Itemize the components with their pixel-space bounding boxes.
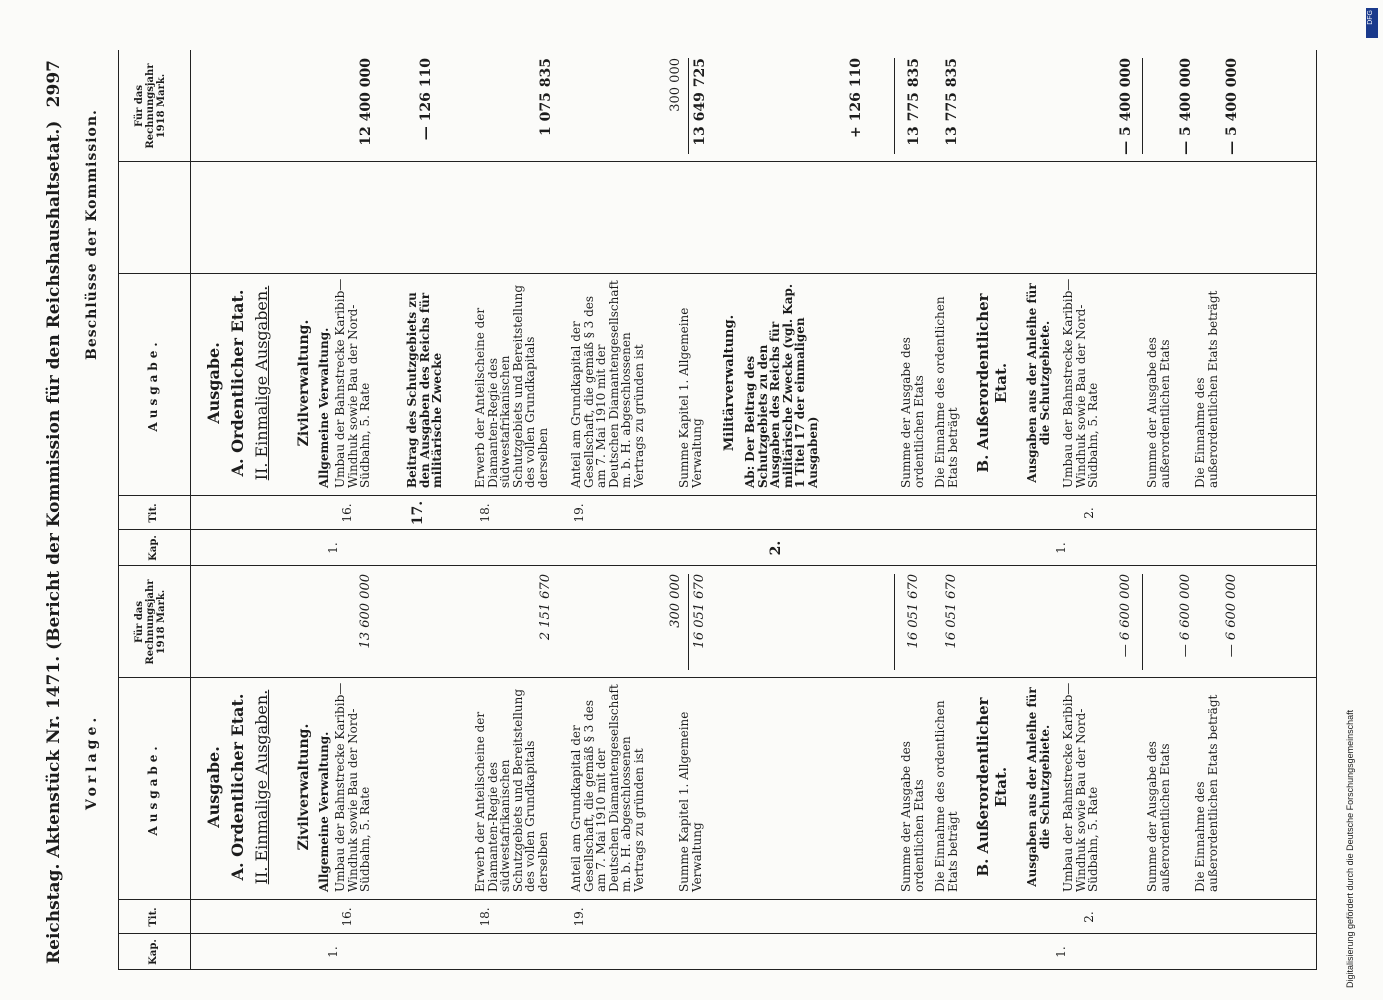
sum-rule: [1142, 574, 1143, 670]
left-summe-ao: Summe der Ausgabe des außerordentlichen Etats: [1145, 741, 1172, 892]
page-header: [30, 50, 70, 970]
vorlage-heading: Vorlage.: [84, 713, 100, 810]
col-rule: [118, 529, 1316, 530]
right-summe-ord: Summe der Ausgabe des ordentlichen Etats: [899, 337, 926, 488]
right-title-militaer: Militärverwaltung.: [722, 314, 737, 452]
left-tit-19: 19.: [572, 907, 586, 927]
right-title-ordentlich: A. Ordentlicher Etat.: [228, 289, 247, 477]
left-kap-b1: 1.: [1054, 946, 1068, 958]
right-tit-16: 16.: [340, 503, 354, 523]
colhead-tit: Tit.: [148, 907, 159, 927]
left-amount-18-19: 2 151 670: [538, 574, 553, 641]
sum-rule: [1142, 58, 1143, 154]
right-kap-1: 1.: [326, 542, 340, 554]
right-amount-19: 300 000: [668, 58, 683, 112]
table-bottom-rule: [1316, 50, 1317, 970]
left-tit-18: 18.: [478, 907, 492, 927]
right-text-17: Beitrag des Schutzgebiets zu den Ausgaben des Reichs für militärische Zwecke: [405, 292, 444, 488]
left-text-2: Umbau der Bahnstrecke Karibib—Windhuk sowie Bau der Nord-Südbahn, 5. Rate: [1061, 682, 1100, 892]
left-title-zivil: Zivilverwaltung.: [296, 723, 312, 851]
left-amount-2: — 6 600 000: [1118, 574, 1133, 658]
dfg-logo-text: DFG: [1367, 10, 1374, 25]
right-amount-17: — 126 110: [418, 58, 434, 141]
sum-rule: [688, 58, 689, 154]
left-tit-2: 2.: [1082, 911, 1096, 923]
col-rule: [118, 933, 1316, 934]
left-amount-ein-ao: — 6 600 000: [1224, 574, 1239, 658]
colhead-kap: Kap.: [148, 939, 159, 965]
colhead-jahr: Für das Rechnungsjahr 1918 Mark.: [134, 63, 167, 149]
col-rule: [118, 161, 1316, 162]
col-rule: [118, 495, 1316, 496]
left-title-ordentlich: A. Ordentlicher Etat.: [228, 693, 247, 881]
budget-table: [118, 50, 1318, 970]
colhead-ausgabe: Ausgabe.: [146, 742, 160, 836]
sum-rule: [894, 574, 895, 670]
right-tit-2: 2.: [1082, 507, 1096, 519]
right-title-ausserordentlich: B. Außerordentlicher Etat.: [974, 293, 1010, 473]
right-amount-16: 12 400 000: [358, 58, 374, 146]
right-anleihe: Ausgaben aus der Anleihe für die Schutzgebiete.: [1025, 283, 1052, 483]
digitization-note: [1345, 8, 1365, 988]
left-amount-summe-ord: 16 051 670: [906, 574, 921, 649]
right-allg-verwaltung: Allgemeine Verwaltung.: [317, 327, 331, 488]
col-rule: [118, 273, 1316, 274]
col-rule: [118, 565, 1316, 566]
rotated-content: [30, 50, 1320, 970]
right-title-zivil: Zivilverwaltung.: [296, 319, 312, 447]
page-number: 2997: [44, 60, 64, 108]
left-summe-kap1: Summe Kapitel 1. Allgemeine Verwaltung: [677, 711, 704, 892]
colhead-jahr: Für das Rechnungsjahr 1918 Mark.: [134, 579, 167, 665]
colhead-ausgabe: Ausgabe.: [146, 338, 160, 432]
right-amount-summe-ord: 13 775 835: [906, 58, 922, 146]
right-text-18: Erwerb der Anteilscheine der Diamanten-Regie des südwestafrikanischen Schutzgebiets und Bereitstellung des vollen Grundkapitals derselben: [473, 284, 550, 488]
right-text-2: Umbau der Bahnstrecke Karibib—Windhuk sowie Bau der Nord-Südbahn, 5. Rate: [1061, 278, 1100, 488]
right-amount-2: — 5 400 000: [1118, 58, 1134, 155]
right-tit-19: 19.: [572, 503, 586, 523]
left-amount-summe1: 16 051 670: [692, 574, 707, 649]
right-amount-ab: + 126 110: [848, 58, 864, 138]
left-title-einmalig: II. Einmalige Ausgaben.: [252, 689, 271, 885]
left-title-ausserordentlich: B. Außerordentlicher Etat.: [974, 697, 1010, 877]
left-allg-verwaltung: Allgemeine Verwaltung.: [317, 731, 331, 892]
right-amount-ein-ord: 13 775 835: [944, 58, 960, 146]
left-tit-16: 16.: [340, 907, 354, 927]
col-rule: [118, 677, 1316, 678]
right-text-16: Umbau der Bahnstrecke Karibib—Windhuk sowie Bau der Nord-Südbahn, 5. Rate: [333, 278, 372, 488]
left-kap-1: 1.: [326, 946, 340, 958]
left-title-ausgabe: Ausgabe.: [204, 746, 223, 828]
left-amount-19: 300 000: [668, 574, 683, 628]
table-top-rule: [118, 50, 119, 970]
sum-rule: [688, 574, 689, 670]
sum-rule: [894, 58, 895, 154]
right-title-einmalig: II. Einmalige Ausgaben.: [252, 285, 271, 481]
right-summe-ao: Summe der Ausgabe des außerordentlichen Etats: [1145, 337, 1172, 488]
right-amount-ein-ao: — 5 400 000: [1224, 58, 1240, 155]
right-text-ab: Ab: Der Beitrag des Schutzgebiets zu den Ausgaben des Reichs für militärische Zwecke (vgl. Kap. 1 Titel 17 der einmaligen Ausgaben): [743, 283, 820, 488]
beschluesse-heading: Beschlüsse der Kommission.: [84, 109, 100, 360]
digitization-text: Digitalisierung gefördert durch die Deutsche Forschungsgemeinschaft: [1345, 709, 1355, 988]
left-amount-ein-ord: 16 051 670: [944, 574, 959, 649]
dfg-logo: [1366, 8, 1378, 38]
col-rule: [118, 969, 1316, 970]
right-kap-b1: 1.: [1054, 542, 1068, 554]
right-tit-18: 18.: [478, 503, 492, 523]
colhead-tit: Tit.: [148, 503, 159, 523]
left-amount-16: 13 600 000: [358, 574, 373, 649]
right-text-19: Anteil am Grundkapital der Gesellschaft, die gemäß § 3 des am 7. Mai 1910 mit der Deutschen Diamantengesellschaft m. b. H. abgeschlossenen Vertrags zu gründen ist: [569, 280, 646, 488]
right-summe-kap1: Summe Kapitel 1. Allgemeine Verwaltung: [677, 307, 704, 488]
left-einnahme-ao: Die Einnahme des außerordentlichen Etats beträgt: [1193, 694, 1220, 892]
right-tit-17: 17.: [410, 500, 426, 526]
col-rule: [118, 899, 1316, 900]
left-einnahme-ord: Die Einnahme des ordentlichen Etats beträgt: [933, 700, 960, 892]
right-einnahme-ord: Die Einnahme des ordentlichen Etats beträgt: [933, 296, 960, 488]
right-amount-18: 1 075 835: [538, 58, 554, 136]
colhead-kap: Kap.: [148, 535, 159, 561]
right-kap-2: 2.: [768, 540, 784, 556]
right-title-ausgabe: Ausgabe.: [204, 342, 223, 424]
left-text-18: Erwerb der Anteilscheine der Diamanten-Regie des südwestafrikanischen Schutzgebiets und Bereitstellung des vollen Grundkapitals derselben: [473, 688, 550, 892]
right-amount-summe1: 13 649 725: [692, 58, 708, 146]
header-title: Reichstag. Aktenstück Nr. 1471. (Bericht der Kommission für den Reichshaushaltsetat.): [44, 120, 64, 964]
left-amount-summe-ao: — 6 600 000: [1178, 574, 1193, 658]
left-text-16: Umbau der Bahnstrecke Karibib—Windhuk sowie Bau der Nord-Südbahn, 5. Rate: [333, 682, 372, 892]
left-text-19: Anteil am Grundkapital der Gesellschaft, die gemäß § 3 des am 7. Mai 1910 mit der Deutschen Diamantengesellschaft m. b. H. abgeschlossenen Vertrags zu gründen ist: [569, 684, 646, 892]
header-rule: [190, 50, 191, 970]
left-summe-ord: Summe der Ausgabe des ordentlichen Etats: [899, 741, 926, 892]
right-amount-summe-ao: — 5 400 000: [1178, 58, 1194, 155]
left-anleihe: Ausgaben aus der Anleihe für die Schutzgebiete.: [1025, 687, 1052, 887]
right-einnahme-ao: Die Einnahme des außerordentlichen Etats beträgt: [1193, 290, 1220, 488]
